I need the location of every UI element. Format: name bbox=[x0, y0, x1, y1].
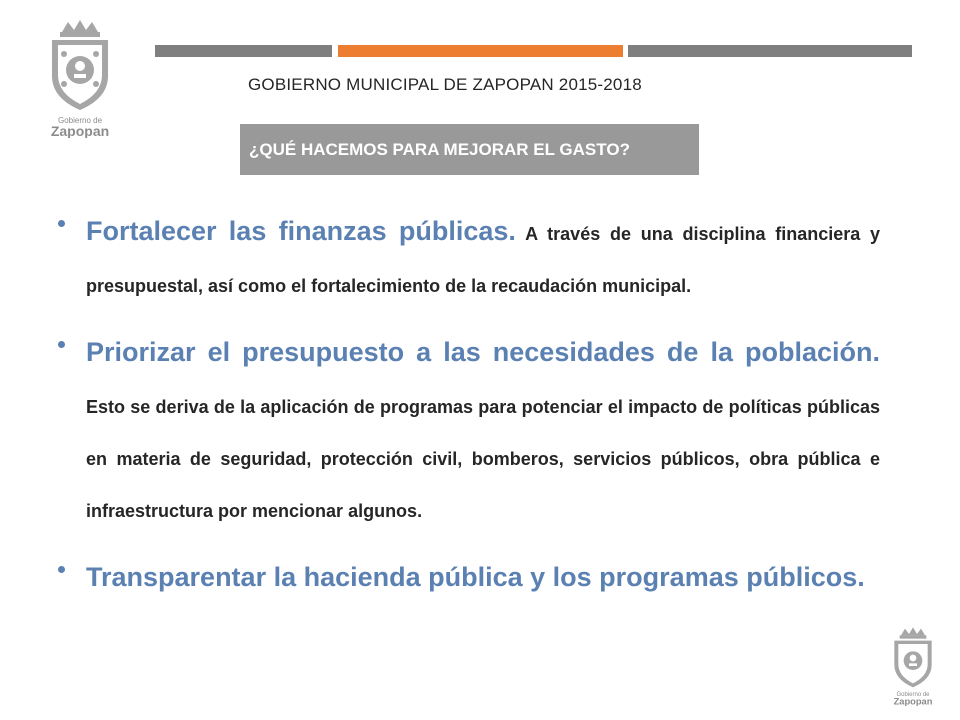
item-description: Esto se deriva de la aplicación de programas para potenciar el impacto de políticas públicas en materia de seguridad, protección civil, bomberos, servicios públicos, obra pública e infraestructura por mencionar algunos. bbox=[86, 397, 880, 521]
government-title: GOBIERNO MUNICIPAL DE ZAPOPAN 2015-2018 bbox=[248, 75, 642, 94]
list-item bbox=[58, 327, 880, 538]
item-title: Fortalecer las finanzas públicas. bbox=[86, 216, 516, 246]
coat-of-arms-icon bbox=[38, 18, 122, 138]
list-item bbox=[58, 552, 880, 607]
logo-bottom-text: Zapopan bbox=[50, 123, 110, 138]
bullet-icon bbox=[58, 341, 65, 348]
gray-bar-right bbox=[628, 45, 912, 57]
coat-of-arms-icon bbox=[884, 626, 942, 706]
bullet-icon bbox=[58, 220, 65, 227]
logo-top-text: Gobierno de bbox=[57, 116, 103, 125]
gray-bar-left bbox=[155, 45, 332, 57]
item-title: Priorizar el presupuesto a las necesidades de la población. bbox=[86, 337, 880, 367]
orange-bar bbox=[338, 45, 623, 57]
list-item bbox=[58, 206, 880, 313]
bullet-list bbox=[58, 206, 880, 621]
bullet-icon bbox=[58, 566, 65, 573]
logo-bottom-text: Zapopan bbox=[893, 696, 933, 706]
item-title: Transparentar la hacienda pública y los programas públicos. bbox=[86, 562, 865, 592]
logo-top-text: Gobierno de bbox=[896, 692, 930, 698]
item-description: A través de una disciplina financiera y presupuestal, así como el fortalecimiento de la recaudación municipal. bbox=[86, 224, 881, 296]
zapopan-logo-small bbox=[884, 626, 942, 706]
header-bars bbox=[155, 45, 912, 57]
zapopan-logo bbox=[38, 18, 122, 138]
section-heading: ¿QUÉ HACEMOS PARA MEJORAR EL GASTO? bbox=[240, 124, 699, 175]
